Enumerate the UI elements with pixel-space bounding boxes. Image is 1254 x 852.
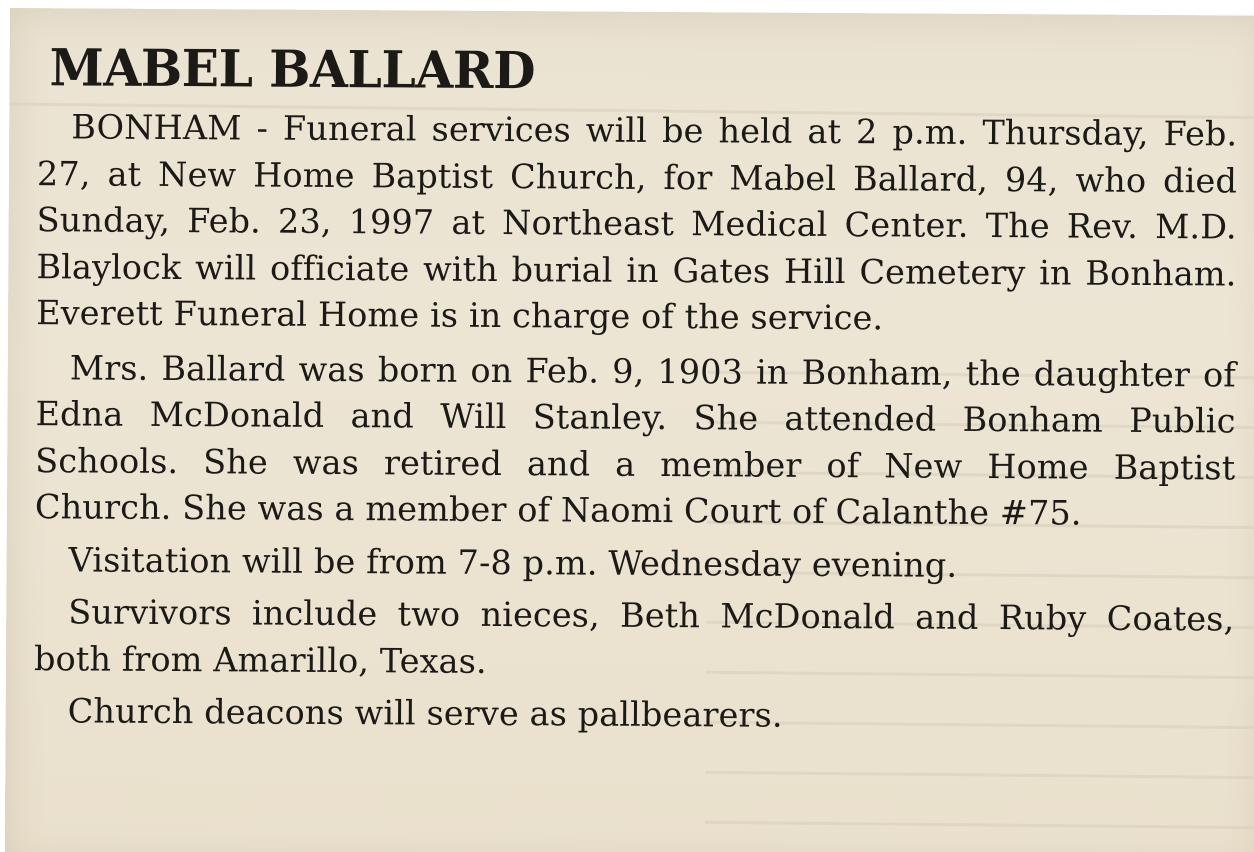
- obituary-article: [34, 38, 1238, 742]
- pallbearers-paragraph: Church deacons will serve as pallbearers.: [67, 691, 783, 735]
- newsprint-paper: [5, 8, 1254, 852]
- funeral-services-paragraph: BONHAM - Funeral services will be held at 2 p.m. Thursday, Feb. 27, at New Home Baptist Church, for Mabel Ballard, 94, who died Sunday, Feb. 23, 1997 at Northeast Medical Center. The Rev. M.D. Blaylock will officiate with burial in Gates Hill Cemetery in Bonham. Everett Funeral Home is in charge of the service.: [36, 107, 1238, 338]
- visitation-paragraph: Visitation will be from 7-8 p.m. Wednesday evening.: [68, 539, 958, 585]
- survivors-paragraph: Survivors include two nieces, Beth McDonald and Ruby Coates, both from Amarillo, Texas.: [33, 592, 1235, 681]
- obituary-headline: MABEL BALLARD: [49, 38, 536, 102]
- biography-paragraph: Mrs. Ballard was born on Feb. 9, 1903 in Bonham, the daughter of Edna McDonald and Will Stanley. She attended Bonham Public Schools. She was retired and a member of New Home Baptist Church. She was a member of Naomi Court of Calanthe #75.: [34, 347, 1236, 533]
